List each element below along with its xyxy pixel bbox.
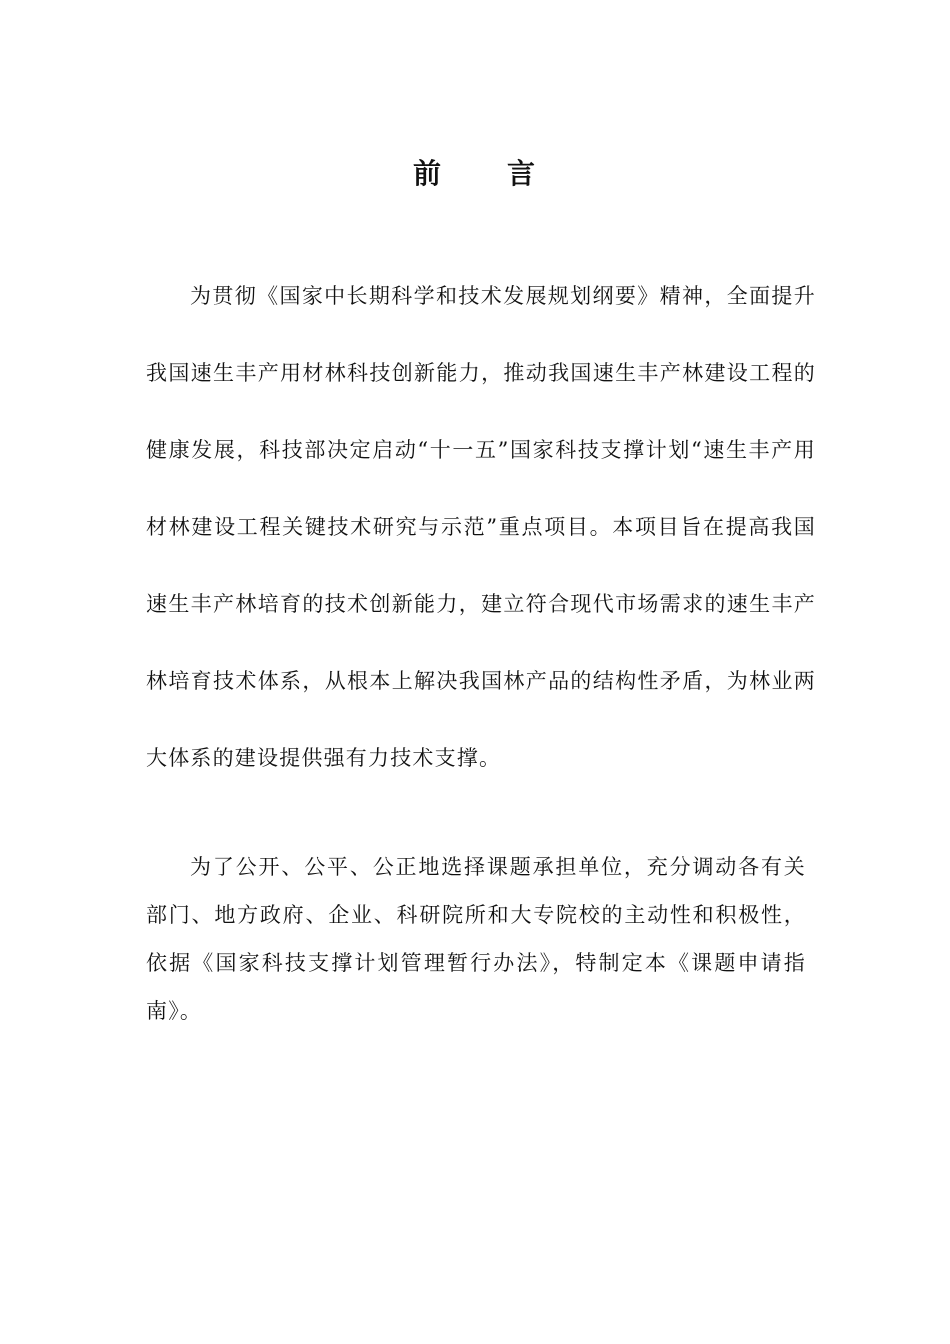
paragraph-1: 为贯彻《国家中长期科学和技术发展规划纲要》精神，全面提升我国速生丰产用材林科技创新能力，推动我国速生丰产林建设工程的健康发展，科技部决定启动“十一五”国家科技支撑计划“速生丰产用材林建设工程关键技术研究与示范”重点项目。本项目旨在提高我国速生丰产林培育的技术创新能力，建立符合现代市场需求的速生丰产林培育技术体系，从根本上解决我国林产品的结构性矛盾，为林业两大体系的建设提供强有力技术支撑。 xyxy=(146,284,816,770)
title-char-2: 言 xyxy=(507,157,538,190)
paragraph-2: 为了公开、公平、公正地选择课题承担单位，充分调动各有关部门、地方政府、企业、科研院所和大专院校的主动性和积极性，依据《国家科技支撑计划管理暂行办法》，特制定本《课题申请指南》。 xyxy=(146,855,806,1023)
title-char-1: 前 xyxy=(412,157,443,190)
page-title xyxy=(0,152,950,192)
